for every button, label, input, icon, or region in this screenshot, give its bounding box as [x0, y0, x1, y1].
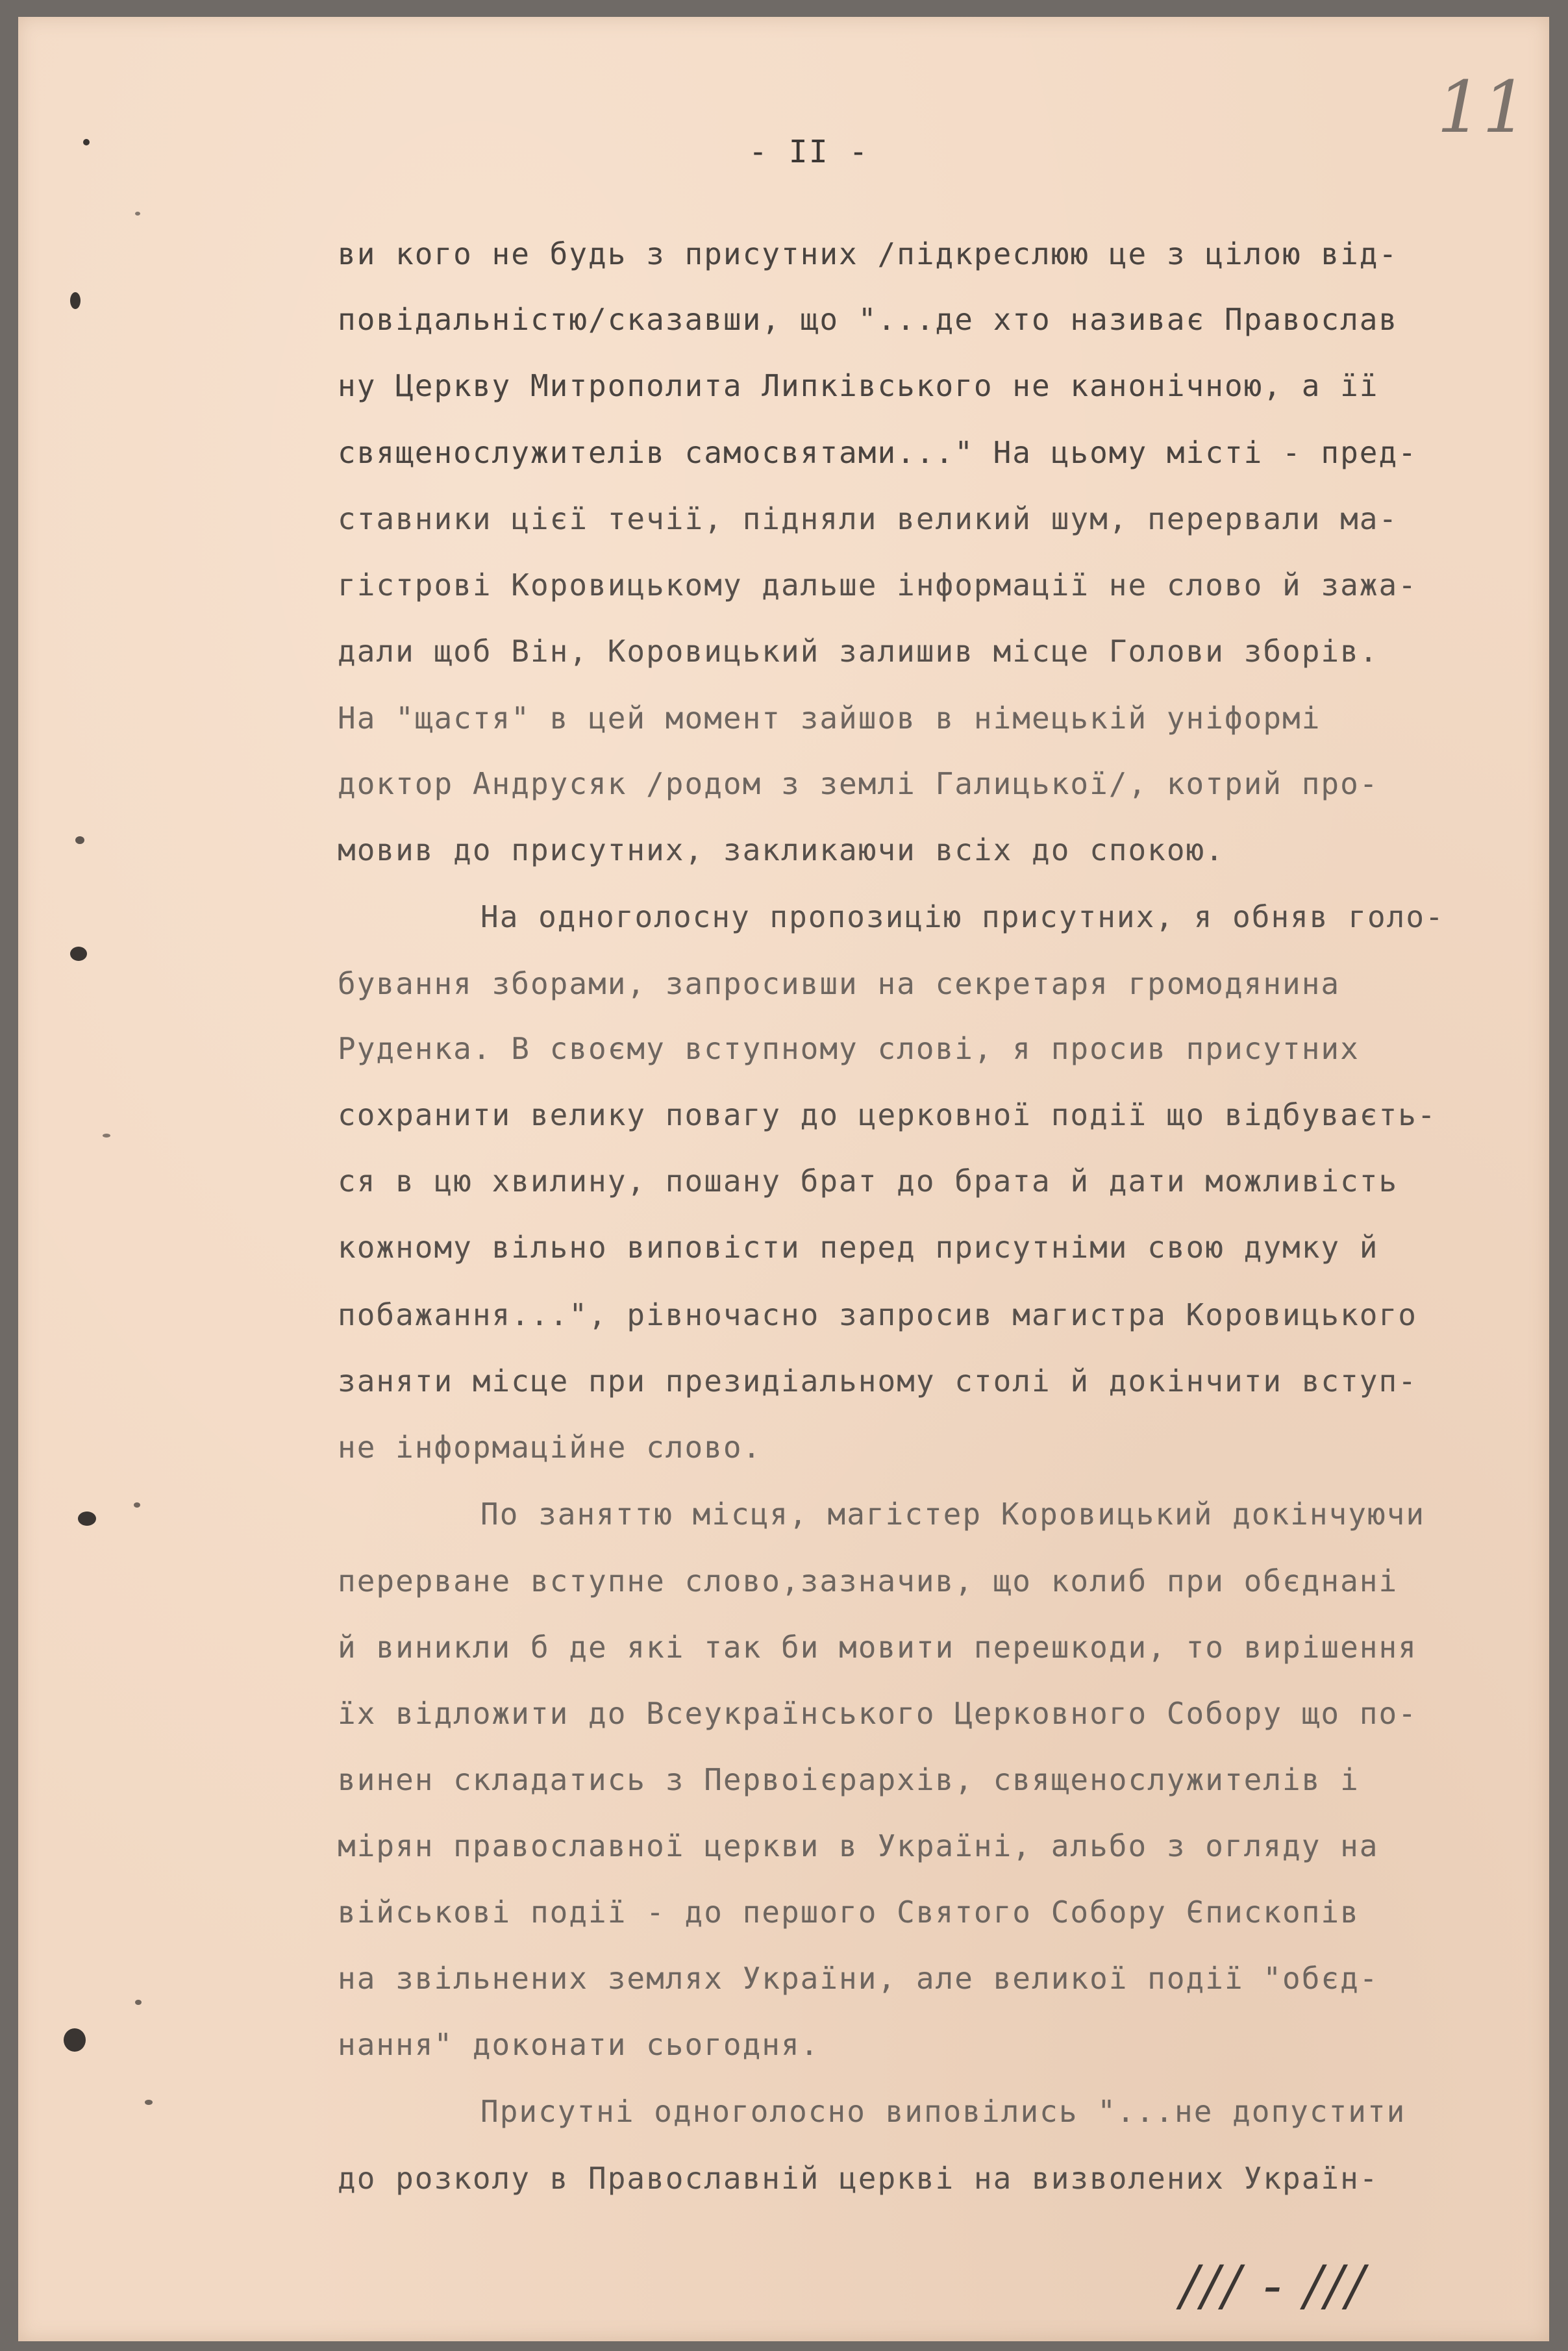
text-line: їх відложити до Всеукраїнського Церковного Собору що по- — [338, 1696, 1417, 1731]
text-line: повідальністю/сказавши, що "...де хто називає Православ — [338, 302, 1399, 337]
text-line: ся в цю хвилину, пошану брат до брата й дати можливість — [338, 1163, 1399, 1199]
document-page — [18, 17, 1549, 2341]
text-line: гістрові Коровицькому дальше інформації не слово й зажа- — [338, 567, 1417, 603]
text-line: перерване вступне слово,зазначив, що колиб при обєднані — [338, 1563, 1399, 1598]
text-line: На "щастя" в цей момент зайшов в німецькій уніформі — [338, 701, 1321, 736]
text-line: сохранити велику повагу до церковної події що відбуваєть- — [338, 1097, 1437, 1132]
text-line: Руденка. В своєму вступному слові, я просив присутних — [338, 1031, 1360, 1066]
text-line: побажання...", рівночасно запросив магистра Коровицького — [338, 1297, 1417, 1332]
text-line: військові події - до першого Святого Собору Єпископів — [338, 1895, 1360, 1930]
margin-mark — [70, 292, 81, 309]
margin-mark — [135, 212, 140, 216]
footer-handwritten-marks: /// - /// — [1180, 2254, 1367, 2317]
page-number: - II - — [749, 134, 869, 170]
text-line: дали щоб Він, Коровицький залишив місце Голови зборів. — [338, 634, 1379, 669]
text-line: винен складатись з Первоієрархів, священослужителів і — [338, 1762, 1360, 1797]
margin-mark — [103, 1134, 110, 1138]
margin-mark — [135, 2000, 142, 2005]
text-line: ну Церкву Митрополита Липківського не канонічною, а її — [338, 368, 1379, 403]
text-line: заняти місце при президіальному столі й докінчити вступ- — [338, 1363, 1417, 1399]
margin-mark — [64, 2028, 86, 2052]
text-line: не інформаційне слово. — [338, 1430, 762, 1465]
text-line: бування зборами, запросивши на секретаря громодянина — [338, 966, 1341, 1001]
text-line: мовив до присутних, закликаючи всіх до спокою. — [338, 832, 1225, 867]
margin-mark — [145, 2100, 153, 2105]
text-line: Присутні одноголосно виповілись "...не допустити — [480, 2094, 1406, 2129]
text-line: ви кого не будь з присутних /підкреслюю це з цілою від- — [338, 236, 1399, 271]
text-line: й виникли б де які так би мовити перешкоди, то вирішення — [338, 1630, 1417, 1665]
margin-mark — [78, 1511, 96, 1526]
text-line: ставники цієї течії, підняли великий шум, перервали ма- — [338, 501, 1399, 536]
margin-mark — [134, 1502, 140, 1508]
text-line: священослужителів самосвятами..." На цьому місті - пред- — [338, 435, 1417, 470]
folio-number-handwritten: 11 — [1437, 66, 1528, 149]
margin-mark — [83, 139, 90, 145]
text-line: мірян православної церкви в Україні, альбо з огляду на — [338, 1828, 1379, 1863]
margin-mark — [75, 836, 84, 844]
text-line: На одноголосну пропозицію присутних, я обняв голо- — [480, 899, 1445, 934]
text-line: на звільнених землях України, але великої події "обєд- — [338, 1961, 1379, 1996]
margin-mark — [70, 947, 87, 961]
text-line: доктор Андрусяк /родом з землі Галицької/, котрий про- — [338, 766, 1379, 801]
text-line: По заняттю місця, магістер Коровицький докінчуючи — [480, 1497, 1426, 1532]
text-line: нання" доконати сьогодня. — [338, 2027, 820, 2062]
text-line: кожному вільно виповісти перед присутніми свою думку й — [338, 1230, 1379, 1265]
text-line: до розколу в Православній церкві на визволених Україн- — [338, 2161, 1379, 2196]
